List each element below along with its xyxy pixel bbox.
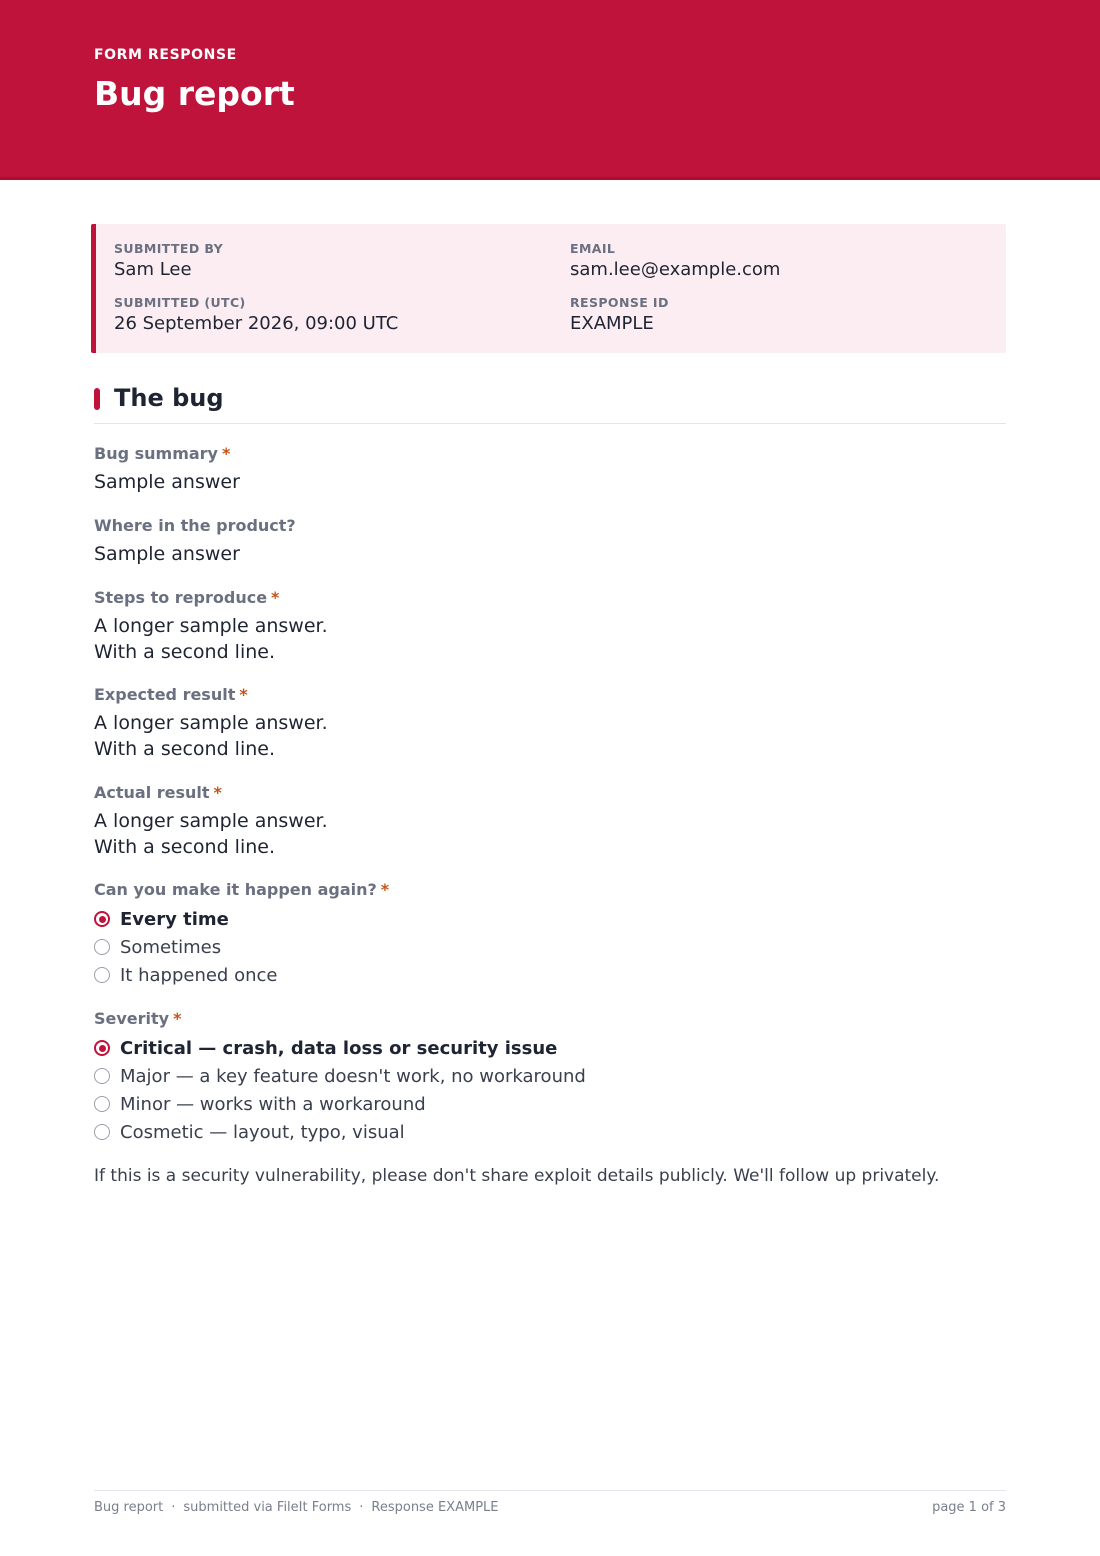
answer-line: With a second line. xyxy=(94,641,275,663)
radio-option[interactable] xyxy=(94,1062,994,1090)
radio-option-label: Sometimes xyxy=(120,936,222,958)
footer-response: Response EXAMPLE xyxy=(371,1500,499,1515)
question-label xyxy=(94,783,994,802)
question-label-text: Expected result xyxy=(94,685,236,704)
radio-option[interactable] xyxy=(94,1090,994,1118)
question-label xyxy=(94,1009,994,1028)
radio-option[interactable] xyxy=(94,905,994,933)
required-marker: * xyxy=(380,880,390,899)
radio-group-repeat xyxy=(94,905,994,989)
submitted-by-label: SUBMITTED BY xyxy=(114,241,224,256)
email-value: sam.lee@example.com xyxy=(570,259,781,280)
section-accent-bar xyxy=(94,388,100,410)
question-label-text: Bug summary xyxy=(94,444,218,463)
submitted-utc-value: 26 September 2026, 09:00 UTC xyxy=(114,313,399,334)
required-marker: * xyxy=(221,444,231,463)
footer-separator: · xyxy=(359,1500,364,1515)
submitted-by-field xyxy=(114,241,223,280)
question-label: Where in the product? xyxy=(94,516,296,535)
submitted-utc-field xyxy=(114,295,398,334)
radio-circle-icon xyxy=(94,911,110,927)
question-answer: Sample answer xyxy=(94,543,240,565)
question-bug-summary xyxy=(94,444,994,495)
question-label xyxy=(94,880,994,899)
header-eyebrow: FORM RESPONSE xyxy=(94,47,237,63)
radio-option-label: Minor — works with a workaround xyxy=(120,1093,426,1115)
submission-meta xyxy=(91,224,1006,353)
answer-line: A longer sample answer. xyxy=(94,712,328,734)
question-answer xyxy=(94,710,994,762)
radio-option-label: Every time xyxy=(120,908,229,930)
submitted-by-value: Sam Lee xyxy=(114,259,192,280)
answer-line: With a second line. xyxy=(94,836,275,858)
radio-option[interactable] xyxy=(94,961,994,989)
question-label xyxy=(94,588,994,607)
page-header xyxy=(0,0,1100,180)
submitted-utc-label: SUBMITTED (UTC) xyxy=(114,295,246,310)
required-marker: * xyxy=(213,783,222,802)
radio-option[interactable] xyxy=(94,933,994,961)
question-label-text: Severity xyxy=(94,1009,170,1028)
response-id-label: RESPONSE ID xyxy=(570,295,669,310)
footer-separator: · xyxy=(171,1500,176,1515)
radio-option-label: Critical — crash, data loss or security issue xyxy=(120,1037,558,1059)
section-header xyxy=(94,384,1006,424)
question-label-text: Can you make it happen again? xyxy=(94,880,377,899)
radio-circle-icon xyxy=(94,1096,110,1112)
question-repeat xyxy=(94,880,994,989)
question-answer: Sample answer xyxy=(94,471,240,493)
radio-circle-icon xyxy=(94,967,110,983)
radio-circle-icon xyxy=(94,1068,110,1084)
footer-form-name: Bug report xyxy=(94,1500,164,1515)
security-note: If this is a security vulnerability, please don't share exploit details publicly. We'll follow up privately. xyxy=(94,1166,940,1186)
radio-group-severity xyxy=(94,1034,994,1146)
response-id-value: EXAMPLE xyxy=(570,313,654,334)
question-label xyxy=(94,444,994,463)
answer-line: A longer sample answer. xyxy=(94,810,328,832)
page-number: page 1 of 3 xyxy=(932,1500,1006,1515)
radio-option-label: Major — a key feature doesn't work, no workaround xyxy=(120,1065,586,1087)
question-steps xyxy=(94,588,994,665)
footer-info xyxy=(94,1500,498,1515)
question-actual xyxy=(94,783,994,860)
question-answer xyxy=(94,808,994,860)
radio-option[interactable] xyxy=(94,1034,994,1062)
response-id-field xyxy=(570,295,669,334)
question-label xyxy=(94,685,994,704)
radio-option-label: It happened once xyxy=(120,964,278,986)
required-marker: * xyxy=(271,588,280,607)
required-marker: * xyxy=(239,685,248,704)
answer-line: With a second line. xyxy=(94,738,275,760)
footer-via: submitted via FileIt Forms xyxy=(183,1500,352,1515)
question-answer xyxy=(94,613,994,665)
question-expected xyxy=(94,685,994,762)
radio-option[interactable] xyxy=(94,1118,994,1146)
question-where xyxy=(94,516,994,567)
radio-option-label: Cosmetic — layout, typo, visual xyxy=(120,1121,405,1143)
email-field xyxy=(570,241,780,280)
radio-circle-icon xyxy=(94,1040,110,1056)
email-label: EMAIL xyxy=(570,241,616,256)
answer-line: A longer sample answer. xyxy=(94,615,328,637)
radio-circle-icon xyxy=(94,1124,110,1140)
question-label-text: Steps to reproduce xyxy=(94,588,268,607)
radio-circle-icon xyxy=(94,939,110,955)
question-severity xyxy=(94,1009,994,1146)
required-marker: * xyxy=(173,1009,182,1028)
section-title: The bug xyxy=(114,384,224,412)
page-title: Bug report xyxy=(94,74,295,113)
question-label-text: Actual result xyxy=(94,783,210,802)
page-footer xyxy=(94,1490,1006,1515)
